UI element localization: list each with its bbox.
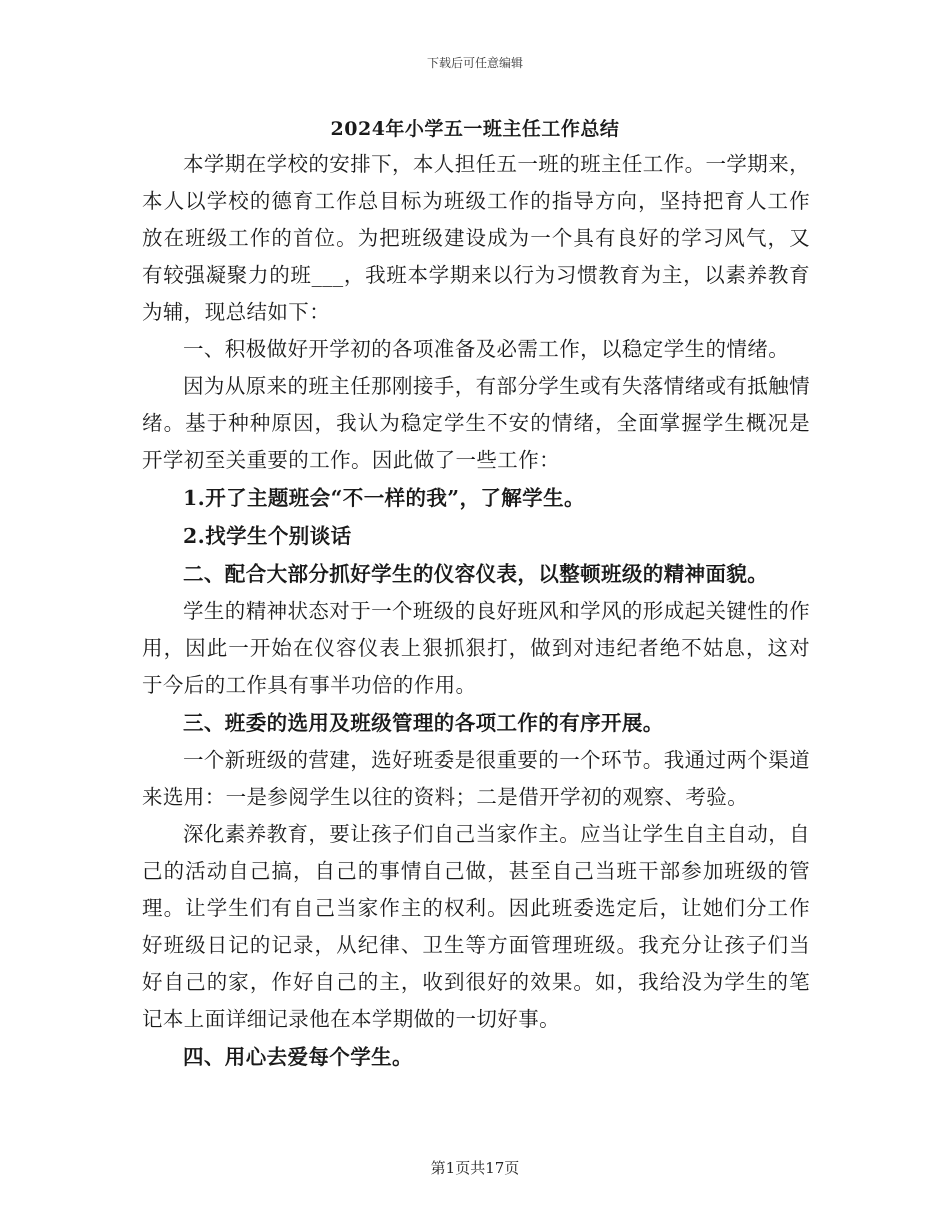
paragraph-section-3-heading: 三、班委的选用及班级管理的各项工作的有序开展。 <box>183 711 664 735</box>
paragraph-section-1-heading: 一、积极做好开学初的各项准备及必需工作，以稳定学生的情绪。 <box>183 337 790 361</box>
header-note: 下载后可任意编辑 <box>426 56 523 70</box>
page-number-footer: 第1页共17页 <box>430 1159 520 1177</box>
paragraph-intro: 本学期在学校的安排下，本人担任五一班的班主任工作。一学期来，本人以学校的德育工作总目标为班级工作的指导方向，坚持把育人工作放在班级工作的首位。为把班级建设成为一个具有良好的学习风气，又有较强凝聚力的班___，我班本学期来以行为习惯教育为主，以素养教育为辅，现总结如下： <box>142 152 810 324</box>
paragraph-section-2-body: 学生的精神状态对于一个班级的良好班风和学风的形成起关键性的作用，因此一开始在仪容仪表上狠抓狠打，做到对违纪者绝不姑息，这对于今后的工作具有事半功倍的作用。 <box>142 599 810 697</box>
paragraph-item-1: 1.开了主题班会“不一样的我”，了解学生。 <box>183 486 585 510</box>
paragraph-section-3-body-2: 深化素养教育，要让孩子们自己当家作主。应当让学生自主自动，自己的活动自己搞，自己的事情自己做，甚至自己当班干部参加班级的管理。让学生们有自己当家作主的权利。因此班委选定后，让她们分工作好班级日记的记录，从纪律、卫生等方面管理班级。我充分让孩子们当好自己的家，作好自己的主，收到很好的效果。如，我给没为学生的笔记本上面详细记录他在本学期做的一切好事。 <box>142 822 810 1031</box>
paragraph-section-2-heading: 二、配合大部分抓好学生的仪容仪表，以整顿班级的精神面貌。 <box>183 562 769 586</box>
paragraph-section-4-heading: 四、用心去爱每个学生。 <box>183 1045 413 1069</box>
paragraph-item-2: 2.找学生个别谈话 <box>183 524 352 548</box>
paragraph-section-1-body: 因为从原来的班主任那刚接手，有部分学生或有失落情绪或有抵触情绪。基于种种原因，我认为稳定学生不安的情绪，全面掌握学生概况是开学初至关重要的工作。因此做了一些工作： <box>142 374 810 472</box>
document-title: 2024年小学五一班主任工作总结 <box>330 118 620 140</box>
paragraph-section-3-body-1: 一个新班级的营建，选好班委是很重要的一个环节。我通过两个渠道来选用：一是参阅学生以往的资料；二是借开学初的观察、考验。 <box>142 748 810 809</box>
document-body <box>142 146 810 1076</box>
